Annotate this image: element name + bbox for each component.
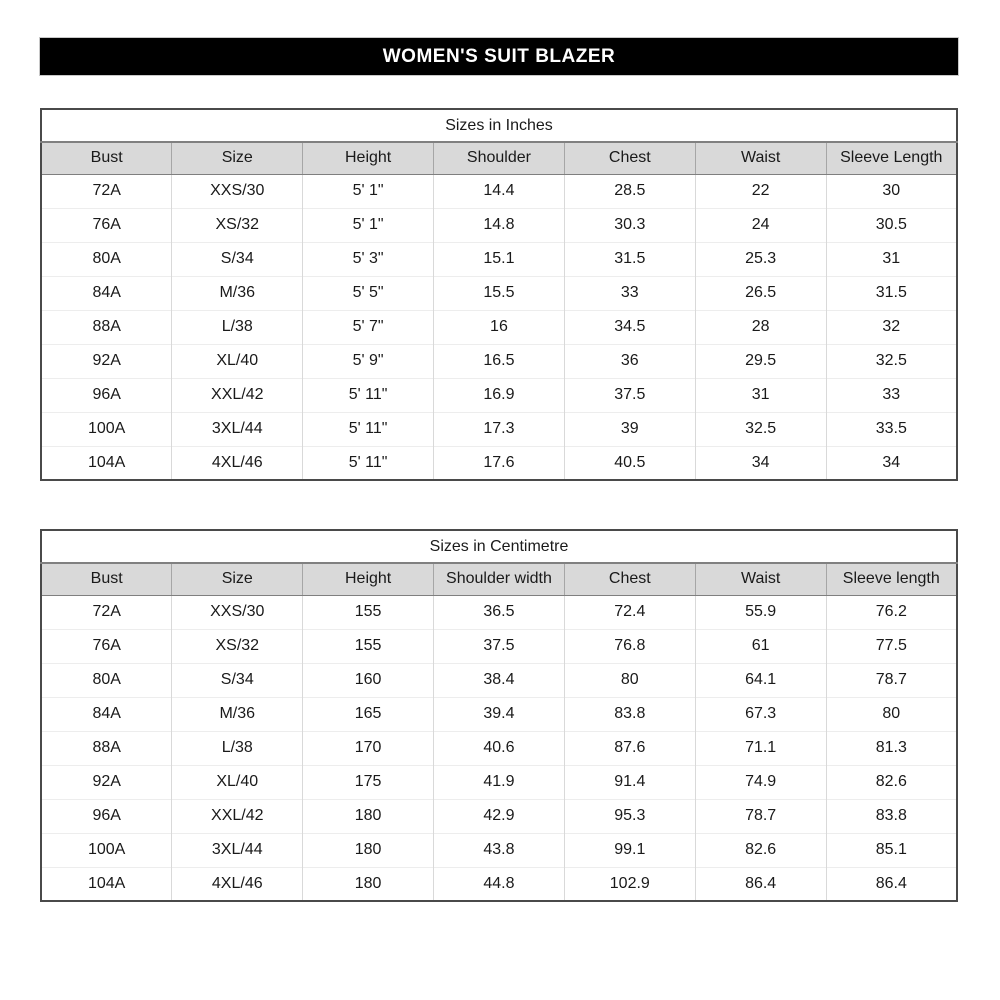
cell: 30.5 xyxy=(826,208,957,242)
cell: 77.5 xyxy=(826,629,957,663)
table-row xyxy=(41,663,957,697)
table-title-row xyxy=(41,530,957,563)
column-header: Sleeve length xyxy=(826,563,957,595)
cell: 180 xyxy=(303,867,434,901)
inches-table-header-row xyxy=(41,142,957,174)
cell: 5' 1" xyxy=(303,174,434,208)
table-row xyxy=(41,765,957,799)
cell: 5' 3" xyxy=(303,242,434,276)
cell: XS/32 xyxy=(172,208,303,242)
table-row xyxy=(41,412,957,446)
cell: 64.1 xyxy=(695,663,826,697)
cell: 102.9 xyxy=(564,867,695,901)
centimetre-size-table xyxy=(40,529,958,902)
column-header: Shoulder xyxy=(434,142,565,174)
cell: M/36 xyxy=(172,276,303,310)
cell: 87.6 xyxy=(564,731,695,765)
cell: 41.9 xyxy=(434,765,565,799)
table-title-row xyxy=(41,109,957,142)
column-header: Size xyxy=(172,563,303,595)
cell: 180 xyxy=(303,833,434,867)
cell: XL/40 xyxy=(172,344,303,378)
cell: 80A xyxy=(41,242,172,276)
cell: XXS/30 xyxy=(172,595,303,629)
cell: 95.3 xyxy=(564,799,695,833)
cell: 42.9 xyxy=(434,799,565,833)
cell: XXL/42 xyxy=(172,378,303,412)
inches-size-table xyxy=(40,108,958,481)
cell: 32.5 xyxy=(695,412,826,446)
cell: 3XL/44 xyxy=(172,833,303,867)
cell: 175 xyxy=(303,765,434,799)
table-row xyxy=(41,833,957,867)
cell: 37.5 xyxy=(434,629,565,663)
cell: 30 xyxy=(826,174,957,208)
cell: 80 xyxy=(564,663,695,697)
cell: 92A xyxy=(41,765,172,799)
cell: 155 xyxy=(303,595,434,629)
cell: 82.6 xyxy=(695,833,826,867)
cell: 5' 9" xyxy=(303,344,434,378)
cell: 72A xyxy=(41,595,172,629)
cell: L/38 xyxy=(172,310,303,344)
cell: 155 xyxy=(303,629,434,663)
cell: 31.5 xyxy=(564,242,695,276)
cell: 43.8 xyxy=(434,833,565,867)
cell: 28.5 xyxy=(564,174,695,208)
column-header: Chest xyxy=(564,142,695,174)
cell: 72A xyxy=(41,174,172,208)
title-banner xyxy=(40,38,958,75)
cell: L/38 xyxy=(172,731,303,765)
cell: 76A xyxy=(41,629,172,663)
cell: 180 xyxy=(303,799,434,833)
cell: XS/32 xyxy=(172,629,303,663)
cell: 44.8 xyxy=(434,867,565,901)
cell: 80A xyxy=(41,663,172,697)
cell: XXL/42 xyxy=(172,799,303,833)
table-row xyxy=(41,697,957,731)
cell: 22 xyxy=(695,174,826,208)
column-header: Sleeve Length xyxy=(826,142,957,174)
cell: 165 xyxy=(303,697,434,731)
cell: 96A xyxy=(41,378,172,412)
cell: 33 xyxy=(564,276,695,310)
cell: M/36 xyxy=(172,697,303,731)
table-row xyxy=(41,799,957,833)
column-header: Shoulder width xyxy=(434,563,565,595)
column-header: Size xyxy=(172,142,303,174)
column-header: Bust xyxy=(41,563,172,595)
cell: 32.5 xyxy=(826,344,957,378)
centimetre-table-title: Sizes in Centimetre xyxy=(41,530,957,563)
cell: 83.8 xyxy=(564,697,695,731)
cell: 30.3 xyxy=(564,208,695,242)
cell: 84A xyxy=(41,697,172,731)
cell: 104A xyxy=(41,867,172,901)
cell: 36 xyxy=(564,344,695,378)
cell: 34.5 xyxy=(564,310,695,344)
cell: 5' 7" xyxy=(303,310,434,344)
cell: 5' 11" xyxy=(303,412,434,446)
cell: 81.3 xyxy=(826,731,957,765)
cell: 170 xyxy=(303,731,434,765)
cell: 72.4 xyxy=(564,595,695,629)
table-row xyxy=(41,242,957,276)
cell: 40.5 xyxy=(564,446,695,480)
cell: 76.2 xyxy=(826,595,957,629)
centimetre-table-body xyxy=(41,595,957,901)
cell: 88A xyxy=(41,310,172,344)
cell: 5' 11" xyxy=(303,378,434,412)
table-row xyxy=(41,310,957,344)
cell: 17.6 xyxy=(434,446,565,480)
cell: 160 xyxy=(303,663,434,697)
cell: 17.3 xyxy=(434,412,565,446)
cell: 80 xyxy=(826,697,957,731)
table-row xyxy=(41,867,957,901)
cell: 37.5 xyxy=(564,378,695,412)
table-row xyxy=(41,208,957,242)
column-header: Chest xyxy=(564,563,695,595)
column-header: Height xyxy=(303,563,434,595)
cell: 16.9 xyxy=(434,378,565,412)
table-row xyxy=(41,629,957,663)
cell: 61 xyxy=(695,629,826,663)
cell: 34 xyxy=(695,446,826,480)
cell: 24 xyxy=(695,208,826,242)
cell: 29.5 xyxy=(695,344,826,378)
cell: 28 xyxy=(695,310,826,344)
column-header: Waist xyxy=(695,142,826,174)
cell: 91.4 xyxy=(564,765,695,799)
table-row xyxy=(41,276,957,310)
cell: 33 xyxy=(826,378,957,412)
cell: 84A xyxy=(41,276,172,310)
table-row xyxy=(41,344,957,378)
cell: 32 xyxy=(826,310,957,344)
cell: 15.5 xyxy=(434,276,565,310)
cell: 86.4 xyxy=(826,867,957,901)
column-header: Height xyxy=(303,142,434,174)
cell: 16.5 xyxy=(434,344,565,378)
cell: 78.7 xyxy=(826,663,957,697)
cell: 99.1 xyxy=(564,833,695,867)
cell: 5' 11" xyxy=(303,446,434,480)
cell: 96A xyxy=(41,799,172,833)
cell: S/34 xyxy=(172,663,303,697)
cell: 14.8 xyxy=(434,208,565,242)
cell: 100A xyxy=(41,412,172,446)
cell: 15.1 xyxy=(434,242,565,276)
cell: 31 xyxy=(695,378,826,412)
column-header: Waist xyxy=(695,563,826,595)
cell: 83.8 xyxy=(826,799,957,833)
cell: 39 xyxy=(564,412,695,446)
cell: 4XL/46 xyxy=(172,446,303,480)
table-row xyxy=(41,378,957,412)
cell: 71.1 xyxy=(695,731,826,765)
centimetre-table-header-row xyxy=(41,563,957,595)
cell: 76.8 xyxy=(564,629,695,663)
cell: 100A xyxy=(41,833,172,867)
cell: 31 xyxy=(826,242,957,276)
cell: 40.6 xyxy=(434,731,565,765)
cell: 82.6 xyxy=(826,765,957,799)
cell: 34 xyxy=(826,446,957,480)
cell: 85.1 xyxy=(826,833,957,867)
cell: 86.4 xyxy=(695,867,826,901)
cell: 5' 1" xyxy=(303,208,434,242)
inches-table-title: Sizes in Inches xyxy=(41,109,957,142)
cell: 92A xyxy=(41,344,172,378)
cell: 88A xyxy=(41,731,172,765)
cell: 39.4 xyxy=(434,697,565,731)
cell: 14.4 xyxy=(434,174,565,208)
cell: XL/40 xyxy=(172,765,303,799)
cell: 36.5 xyxy=(434,595,565,629)
cell: 33.5 xyxy=(826,412,957,446)
page-title: WOMEN'S SUIT BLAZER xyxy=(382,45,616,67)
cell: 38.4 xyxy=(434,663,565,697)
cell: 104A xyxy=(41,446,172,480)
cell: 74.9 xyxy=(695,765,826,799)
cell: 31.5 xyxy=(826,276,957,310)
cell: 26.5 xyxy=(695,276,826,310)
table-row xyxy=(41,731,957,765)
table-row xyxy=(41,595,957,629)
cell: 4XL/46 xyxy=(172,867,303,901)
cell: 25.3 xyxy=(695,242,826,276)
cell: 55.9 xyxy=(695,595,826,629)
cell: 16 xyxy=(434,310,565,344)
cell: 67.3 xyxy=(695,697,826,731)
table-row xyxy=(41,174,957,208)
cell: 78.7 xyxy=(695,799,826,833)
inches-table-body xyxy=(41,174,957,480)
cell: S/34 xyxy=(172,242,303,276)
cell: 76A xyxy=(41,208,172,242)
column-header: Bust xyxy=(41,142,172,174)
cell: 5' 5" xyxy=(303,276,434,310)
cell: XXS/30 xyxy=(172,174,303,208)
cell: 3XL/44 xyxy=(172,412,303,446)
table-row xyxy=(41,446,957,480)
